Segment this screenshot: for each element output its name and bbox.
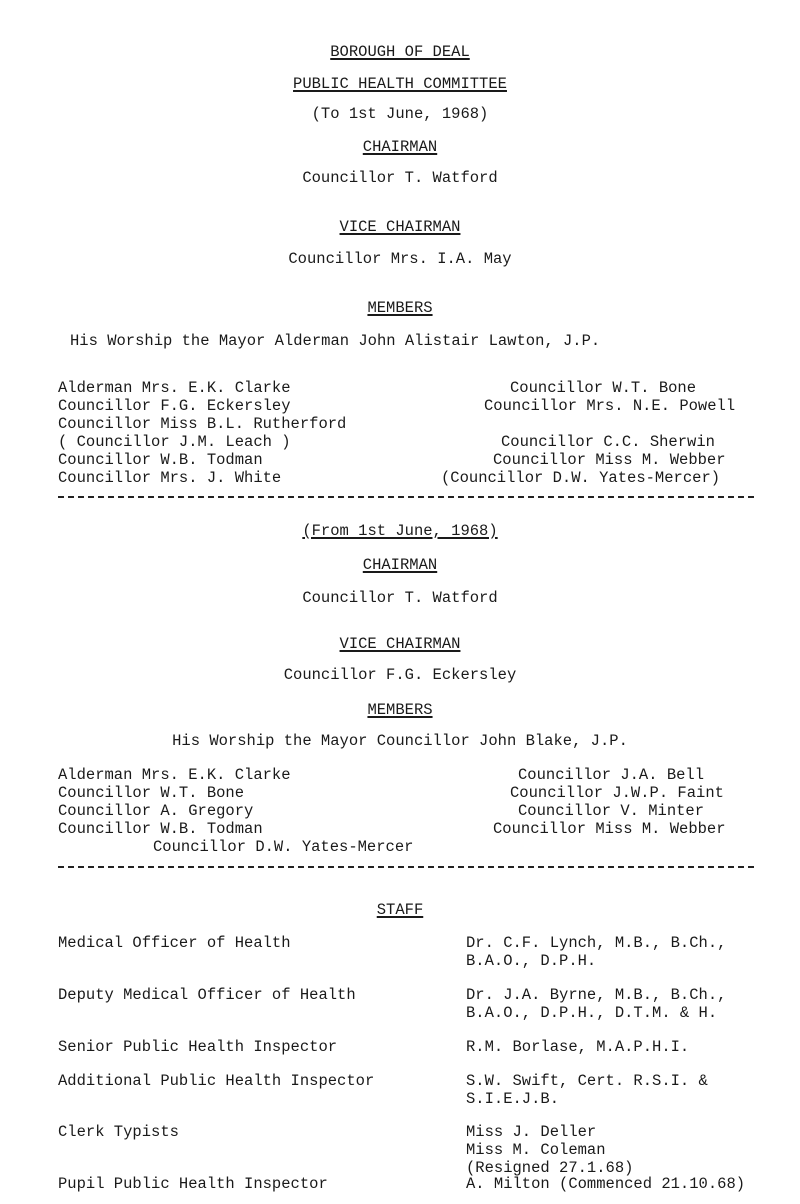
staff-heading: STAFF — [376, 901, 424, 919]
dashed-divider — [58, 866, 754, 868]
member-right: Councillor Miss M. Webber — [493, 451, 726, 469]
vice-chairman-name-2: Councillor F.G. Eckersley — [283, 666, 517, 684]
staff-role: Pupil Public Health Inspector — [58, 1175, 328, 1193]
staff-role: Clerk Typists — [58, 1123, 179, 1141]
borough-title: BOROUGH OF DEAL — [330, 43, 470, 61]
member-left: ( Councillor J.M. Leach ) — [58, 433, 291, 451]
member-left: Councillor W.B. Todman — [58, 451, 263, 469]
dashed-divider — [58, 496, 754, 498]
member-left: Councillor Mrs. J. White — [58, 469, 282, 487]
staff-name: A. Milton (Commenced 21.10.68) — [466, 1175, 746, 1193]
vice-chairman-name: Councillor Mrs. I.A. May — [288, 250, 512, 268]
member-right: Councillor Mrs. N.E. Powell — [484, 397, 736, 415]
vice-chairman-heading-2: VICE CHAIRMAN — [339, 635, 461, 653]
member-right: Councillor Miss M. Webber — [493, 820, 726, 838]
staff-name: (Resigned 27.1.68) — [466, 1159, 634, 1177]
staff-name: B.A.O., D.P.H., D.T.M. & H. — [466, 1004, 718, 1022]
mayor-line-2: His Worship the Mayor Councillor John Blake, J.P. — [172, 732, 628, 750]
staff-role: Medical Officer of Health — [58, 934, 291, 952]
committee-title: PUBLIC HEALTH COMMITTEE — [293, 75, 507, 93]
staff-name: Miss M. Coleman — [466, 1141, 606, 1159]
mayor-line: His Worship the Mayor Alderman John Alistair Lawton, J.P. — [70, 332, 601, 350]
vice-chairman-heading: VICE CHAIRMAN — [339, 218, 461, 236]
member-left: Councillor F.G. Eckersley — [58, 397, 291, 415]
staff-name: Miss J. Deller — [466, 1123, 597, 1141]
chairman-name-2: Councillor T. Watford — [302, 589, 498, 607]
chairman-heading: CHAIRMAN — [362, 138, 438, 156]
member-left: Councillor Miss B.L. Rutherford — [58, 415, 347, 433]
staff-role: Senior Public Health Inspector — [58, 1038, 338, 1056]
staff-name: S.I.E.J.B. — [466, 1090, 560, 1108]
members-heading: MEMBERS — [367, 299, 433, 317]
staff-name: R.M. Borlase, M.A.P.H.I. — [466, 1038, 690, 1056]
member-right: Councillor J.W.P. Faint — [510, 784, 724, 802]
member-left: Councillor W.T. Bone — [58, 784, 245, 802]
members-heading-2: MEMBERS — [367, 701, 433, 719]
member-left: Alderman Mrs. E.K. Clarke — [58, 766, 291, 784]
member-right: Councillor C.C. Sherwin — [501, 433, 715, 451]
member-right: Councillor V. Minter — [518, 802, 705, 820]
chairman-heading-2: CHAIRMAN — [362, 556, 438, 574]
member-left: Councillor W.B. Todman — [58, 820, 263, 838]
staff-role: Deputy Medical Officer of Health — [58, 986, 356, 1004]
from-date: (From 1st June, 1968) — [302, 522, 498, 540]
member-right: Councillor J.A. Bell — [518, 766, 705, 784]
staff-name: S.W. Swift, Cert. R.S.I. & — [466, 1072, 708, 1090]
staff-name: Dr. C.F. Lynch, M.B., B.Ch., — [466, 934, 727, 952]
member-right: Councillor W.T. Bone — [510, 379, 697, 397]
to-date: (To 1st June, 1968) — [311, 105, 489, 123]
staff-role: Additional Public Health Inspector — [58, 1072, 375, 1090]
member-left: Alderman Mrs. E.K. Clarke — [58, 379, 291, 397]
member-right: (Councillor D.W. Yates-Mercer) — [441, 469, 721, 487]
member-left: Councillor A. Gregory — [58, 802, 254, 820]
chairman-name: Councillor T. Watford — [302, 169, 498, 187]
staff-name: B.A.O., D.P.H. — [466, 952, 597, 970]
member-last: Councillor D.W. Yates-Mercer — [153, 838, 414, 856]
staff-name: Dr. J.A. Byrne, M.B., B.Ch., — [466, 986, 727, 1004]
